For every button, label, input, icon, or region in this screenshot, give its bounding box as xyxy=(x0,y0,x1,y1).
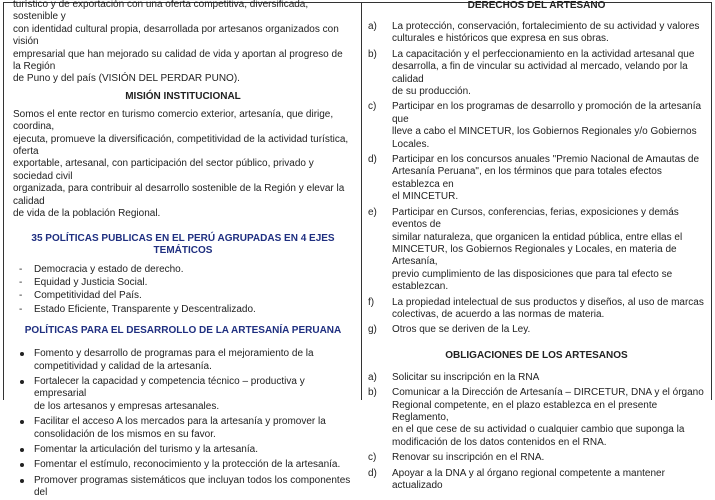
text-line: competitividad y calidad de la artesanía. xyxy=(34,360,212,372)
text-line: Otros que se deriven de la Ley. xyxy=(392,324,531,336)
artesania-heading: POLÍTICAS PARA EL DESARROLLO DE LA ARTESANÍA PERUANA xyxy=(24,325,342,337)
list-item xyxy=(368,387,705,449)
text-line: de su producción. xyxy=(392,86,471,98)
text-line: Apoyar a la DNA y al órgano regional competente a mantener actualizado xyxy=(392,467,665,491)
text-line: Participar en los programas de desarrollo y promoción de la artesanía que xyxy=(392,101,702,125)
text-line: organizada, para contribuir al desarrollo sostenible de la Región y elevar la calidad xyxy=(13,183,345,207)
list-marker: c) xyxy=(368,452,377,464)
list-item xyxy=(368,468,705,493)
text-line: Regional competente, en el plazo establezca en el presente Reglamento, xyxy=(392,399,658,423)
text-line: Fomentar el estímulo, reconocimiento y la protección de la artesanía. xyxy=(34,459,341,471)
derechos-list xyxy=(368,21,705,337)
text-line: Participar en los concursos anuales "Premio Nacional de Amautas de xyxy=(392,154,700,166)
text-line: desarrolla, a fin de vincular su actividad al mercado, velando por la calidad xyxy=(392,61,688,85)
text-line: de Puno y del país (VISIÓN DEL PERDAR PUNO). xyxy=(13,73,240,85)
text-line: consolidación de los mismos en su favor. xyxy=(34,428,216,440)
obligaciones-list xyxy=(368,372,705,493)
list-item xyxy=(13,264,353,276)
mision-paragraph xyxy=(13,109,353,221)
list-marker: b) xyxy=(368,48,377,60)
text-line: Renovar su inscripción en el RNA. xyxy=(392,452,545,464)
text-line: turístico y de exportación con una oferta competitiva, diversificada, sostenible y xyxy=(13,0,309,23)
list-item xyxy=(13,475,353,500)
text-line: Fomento y desarrollo de programas para el mejoramiento de la xyxy=(34,348,314,360)
text-line: modificación de los datos contenidos en el RNA. xyxy=(392,436,607,448)
text-line: Participar en Cursos, conferencias, ferias, exposiciones y demás eventos de xyxy=(392,206,679,231)
list-item xyxy=(368,452,705,464)
text-line: Fomentar la articulación del turismo y la artesanía. xyxy=(34,443,258,455)
left-border xyxy=(3,2,4,400)
text-line: Facilitar el acceso A los mercados para la artesanía y promover la xyxy=(34,416,326,428)
list-marker: a) xyxy=(368,21,377,32)
text-line: Comunicar a la Dirección de Artesanía – DIRCETUR, DNA y el órgano xyxy=(392,387,704,399)
list-item xyxy=(368,49,705,99)
right-column xyxy=(368,0,705,492)
mision-heading: MISIÓN INSTITUCIONAL xyxy=(125,90,241,102)
list-item xyxy=(13,277,353,289)
text-line: empresarial que han mejorado su calidad de vida y aportan al progreso de la Región xyxy=(13,48,343,73)
list-marker: e) xyxy=(368,206,377,218)
list-marker: g) xyxy=(368,324,377,336)
obligaciones-heading: OBLIGACIONES DE LOS ARTESANOS xyxy=(445,349,628,361)
text-line: de vida de la población Regional. xyxy=(13,208,161,220)
text-line: exportable, artesanal, con participación del sector público, privado y sociedad civil xyxy=(13,158,314,182)
derechos-heading: DERECHOS DEL ARTESANO xyxy=(467,0,606,11)
list-item xyxy=(368,207,705,294)
text-line: de los artesanos y empresas artesanales. xyxy=(34,400,220,412)
list-item-text: Democracia y estado de derecho. xyxy=(34,263,184,275)
list-marker: f) xyxy=(368,296,375,308)
list-item-text: Competitividad del País. xyxy=(34,290,142,302)
column-divider xyxy=(361,2,362,400)
text-line: La capacitación y el perfeccionamiento en la actividad artesanal que xyxy=(392,48,695,60)
list-item xyxy=(368,324,705,336)
list-item xyxy=(13,304,353,316)
text-line: La propiedad intelectual de sus productos y diseños, al uso de marcas xyxy=(392,296,704,308)
left-column xyxy=(13,0,353,500)
list-marker: a) xyxy=(368,371,377,383)
list-marker: d) xyxy=(368,467,377,479)
list-item-text: Equidad y Justicia Social. xyxy=(34,276,148,288)
right-border xyxy=(711,2,712,400)
text-line: culturales e históricos que expresa en sus obras. xyxy=(392,33,609,45)
list-item xyxy=(13,444,353,456)
text-line: Artesanía Peruana", en los términos que para totales efectos establezca en xyxy=(392,166,662,190)
list-item xyxy=(13,348,353,373)
text-line: con identidad cultural propia, desarrollada por artesanos organizados con visión xyxy=(13,23,339,48)
artesania-list xyxy=(13,348,353,499)
text-line: Promover programas sistemáticos que incluyan todos los componentes del xyxy=(34,474,351,499)
text-line: establezcan. xyxy=(392,281,449,293)
text-line: ejecuta, promueve la diversificación, competitividad de la actividad turística, oferta xyxy=(13,133,349,158)
text-line: Fortalecer la capacidad y competencia técnico – productiva y empresarial xyxy=(34,375,305,400)
list-item xyxy=(368,101,705,151)
text-line: La protección, conservación, fortalecimiento de su actividad y valores xyxy=(392,21,700,32)
list-marker: c) xyxy=(368,101,377,113)
list-item-text: Estado Eficiente, Transparente y Descentralizado. xyxy=(34,303,256,315)
text-line: en el que cese de su actividad o cualquier cambio que suponga la xyxy=(392,424,685,436)
list-item xyxy=(368,297,705,322)
vision-paragraph xyxy=(13,0,353,86)
politicas-heading: 35 POLÍTICAS PUBLICAS EN EL PERÚ AGRUPADAS EN 4 EJES TEMÁTICOS xyxy=(31,232,335,256)
list-item xyxy=(13,459,353,471)
text-line: previo cumplimiento de las disposiciones que para tal efecto se xyxy=(392,268,673,280)
list-item xyxy=(368,372,705,384)
text-line: similar naturaleza, que organicen la entidad pública, entre ellas el xyxy=(392,231,683,243)
text-line: Solicitar su inscripción en la RNA xyxy=(392,371,540,383)
list-item xyxy=(368,21,705,46)
text-line: lleve a cabo el MINCETUR, los Gobiernos Regionales y/o Gobiernos Locales. xyxy=(392,126,697,150)
list-item xyxy=(368,154,705,204)
list-marker: b) xyxy=(368,387,377,399)
ejes-list xyxy=(13,264,353,317)
text-line: el MINCETUR. xyxy=(392,191,459,203)
list-item xyxy=(13,376,353,413)
text-line: colectivas, de acuerdo a las normas de materia. xyxy=(392,308,605,320)
text-line: Somos el ente rector en turismo comercio exterior, artesanía, que dirige, coordina, xyxy=(13,108,334,133)
text-line: MINCETUR, los Gobiernos Regionales y Locales, en materia de Artesanía, xyxy=(392,243,677,268)
list-item xyxy=(13,416,353,441)
list-item xyxy=(13,290,353,302)
list-marker: d) xyxy=(368,154,377,166)
